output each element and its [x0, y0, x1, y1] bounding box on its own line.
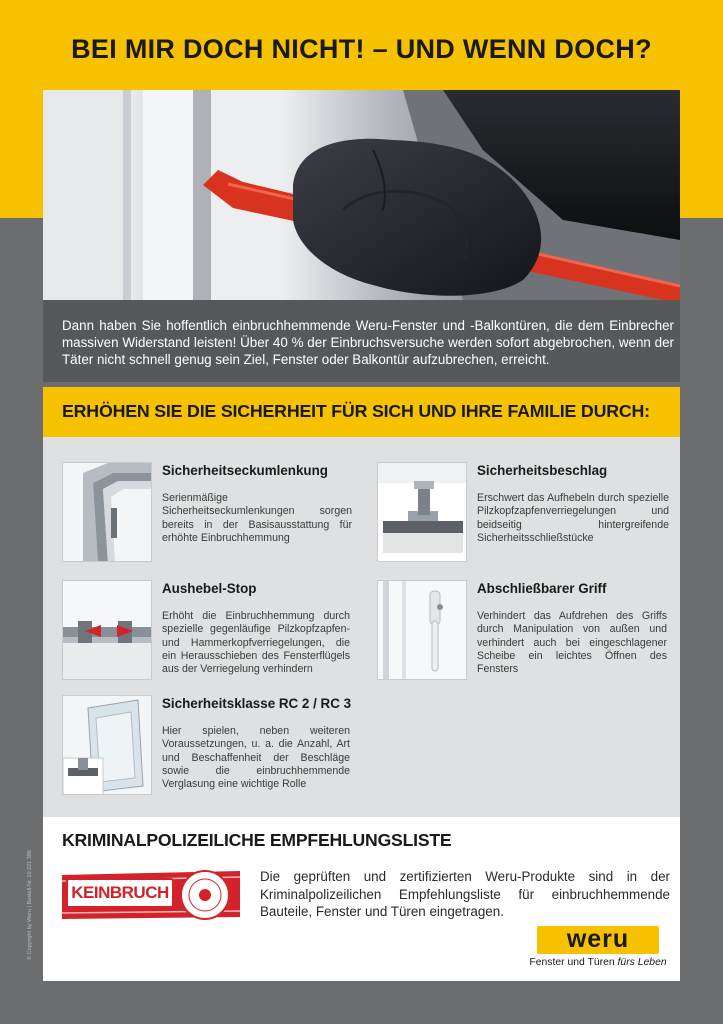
feature-title: Sicherheitsklasse RC 2 / RC 3: [162, 696, 352, 711]
tagline-italic: fürs Leben: [617, 957, 667, 968]
page-headline: BEI MIR DOCH NICHT! – UND WENN DOCH?: [71, 34, 652, 64]
intro-text: Dann haben Sie hoffentlich einbruchhemmende Weru-Fenster und -Balkontüren, die dem Einbrecher massiven Widerstand leisten! Über 40 % der Einbruchsversuche werden sofort abgebrochen, wenn der Täter nicht schnell genug sein Ziel, Fenster oder Balkontür aufzubrechen, erreicht.: [62, 318, 674, 367]
feature-title: Sicherheitsbeschlag: [477, 463, 608, 478]
recommendation-title: KRIMINALPOLIZEILICHE EMPFEHLUNGSLISTE: [62, 830, 452, 850]
lift-stop-icon: [62, 580, 152, 680]
copyright-note: © Copyright by Weru | Bestell-Nr. 10 221 386: [27, 850, 33, 960]
feature-title: Sicherheitseckumlenkung: [162, 463, 328, 478]
feature-title: Abschließbarer Griff: [477, 581, 607, 596]
weru-logo: weru: [537, 926, 659, 954]
feature-title: Aushebel-Stop: [162, 581, 257, 596]
recommendation-text: Die geprüften und zertifizierten Weru-Produkte sind in der Kriminalpolizeilichen Empfehlungsliste für einbruchhemmende Bauteile, Fenster und Türen eingetragen.: [260, 869, 670, 919]
section-heading: ERHÖHEN SIE DIE SICHERHEIT FÜR SICH UND IHRE FAMILIE DURCH:: [62, 401, 650, 421]
burglar-crowbar-photo: [43, 90, 680, 300]
feature-text: Serienmäßige Sicherheitseckumlenkungen sorgen bereits in der Basisausstattung für erhöhte Einbruchhemmung: [162, 492, 352, 544]
feature-text: Verhindert das Aufdrehen des Griffs durch Manipulation von außen und verhindert auch bei eingeschlagener Scheibe ein leichtes Öffnen des Fensters: [477, 610, 667, 676]
window-corner-icon: [62, 462, 152, 562]
security-fitting-icon: [377, 462, 467, 562]
keinbruch-badge: KEINBRUCH: [66, 878, 174, 908]
tagline-plain: Fenster und Türen: [529, 957, 618, 968]
lockable-handle-icon: [377, 580, 467, 680]
rc-class-icon: [62, 695, 152, 795]
feature-text: Erhöht die Einbruchhemmung durch spezielle gegenläufige Pilzkopfzapfen- und Hammerkopfverriegelungen, die ein Herausschieben des Fensterflügels aus der Verriegelung verhindern: [162, 610, 350, 676]
weru-tagline: [528, 957, 668, 968]
feature-text: Erschwert das Aufhebeln durch spezielle Pilzkopfzapfenverriegelungen und beidseitig hintergreifende Sicherheitsschließstücke: [477, 492, 669, 544]
feature-text: Hier spielen, neben weiteren Voraussetzungen, u. a. die Anzahl, Art und Beschaffenheit der Beschläge sowie die einbruchhemmende Verglasung eine wichtige Rolle: [162, 725, 350, 791]
